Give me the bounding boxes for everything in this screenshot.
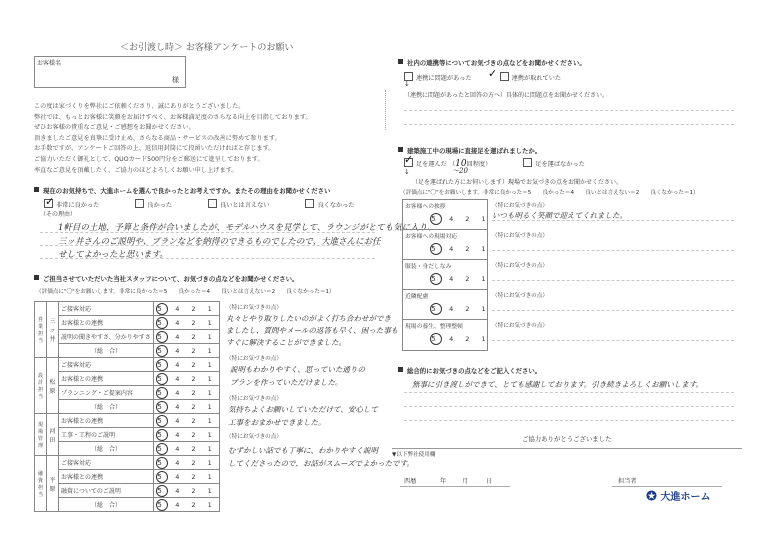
q5-title: 総合的にお気づきの点などをご記入ください。 xyxy=(398,366,541,375)
rule xyxy=(40,245,375,246)
circle-mark-icon: 5 xyxy=(157,332,167,341)
customer-name-label: お客様名 xyxy=(37,60,62,67)
rule xyxy=(402,259,487,260)
site-item-label: 近隣配慮 xyxy=(405,294,429,300)
rule xyxy=(492,220,734,221)
rule xyxy=(402,319,487,320)
item-label: お客様との連携 xyxy=(59,414,154,428)
q4-comment-label: （特にお気づきの点） xyxy=(492,263,548,269)
score-cell[interactable]: 5 4 2 1 xyxy=(154,414,220,428)
circle-mark-icon: 5 xyxy=(431,335,441,343)
circle-mark-icon: 5 xyxy=(157,388,167,397)
dept-label: 現場管理 xyxy=(35,414,47,456)
score-cell[interactable]: 5 4 2 1 xyxy=(154,372,220,386)
staff-comment: むずかしい話でも丁寧に、わかりやすく説明 xyxy=(228,446,378,455)
score-cell[interactable]: 5 4 2 1 xyxy=(154,442,220,456)
checkbox-icon[interactable] xyxy=(500,72,509,81)
q1-option-3[interactable]: 良いとは言えない xyxy=(208,202,270,209)
site-item-label: 服装・身だしなみ xyxy=(405,264,452,270)
item-label: お客様との連携 xyxy=(59,470,154,484)
q2-comment-label: （特にお気づきの点） xyxy=(226,305,282,311)
score-cell[interactable]: 5 4 2 1 xyxy=(154,470,220,484)
q4-options xyxy=(404,158,585,169)
circle-mark-icon: 5 xyxy=(157,360,167,369)
date-m-label: 月 xyxy=(462,478,469,485)
arrow-down-icon: ↓ xyxy=(404,80,410,88)
score-cell[interactable]: 5 4 2 1 xyxy=(154,400,220,414)
dept-label: 設計担当 xyxy=(35,358,47,414)
rule xyxy=(612,486,722,487)
office-use-label: ▼以下弊社使用欄 xyxy=(392,452,436,458)
q2-comment-label: （特にお気づきの点） xyxy=(226,434,282,440)
site-item-label: お客様への現場対応 xyxy=(405,234,458,240)
score-cell[interactable]: 5 4 2 1 xyxy=(431,305,491,313)
q4-scale: （評価点に"〇"をお願いします。非常に良かった＝5 良かった＝4 良いとは言えない＝2 良くなかった＝1） xyxy=(400,190,699,196)
rule xyxy=(402,229,487,230)
company-logo xyxy=(646,488,710,503)
rule xyxy=(40,258,375,259)
intro-line: 弊社では、もっとお客様に笑顔をお届けすべく、お客様満足度のさらなる向上を目指しております。 xyxy=(34,113,312,121)
circle-mark-icon: 5 xyxy=(157,472,167,481)
rule xyxy=(492,310,734,311)
count-open: （ xyxy=(448,161,456,168)
q4-comment-label: （特にお気づきの点） xyxy=(492,233,548,239)
item-label: お客様との連携 xyxy=(59,316,154,330)
staff-comment: 気持ちよくお願いしていただけて、安心して xyxy=(228,405,378,414)
q4-comment-label: （特にお気づきの点） xyxy=(492,293,548,299)
thanks-text: ご協力ありがとうございました xyxy=(522,435,612,443)
item-label: 工事・工程のご説明 xyxy=(59,428,154,442)
star-logo-icon xyxy=(646,490,657,501)
item-label: プランニング・ご提案内容 xyxy=(59,386,154,400)
count-note: 〜20 xyxy=(452,167,468,175)
date-year-label: 西暦 xyxy=(404,478,417,485)
q4-option-visited[interactable]: 足を運んだ xyxy=(404,161,447,168)
q1-option-1[interactable]: 非常に良かった xyxy=(44,202,99,209)
logo-text: 大進ホーム xyxy=(660,492,711,503)
q3-options xyxy=(404,72,561,82)
q4-sub: （足を運ばれた方にお伺いします）現場でお気づきの点をお聞かせください。 xyxy=(412,179,623,186)
person-label: 松原 xyxy=(47,358,59,414)
circle-mark-icon: 5 xyxy=(157,374,167,383)
rule xyxy=(492,250,734,251)
score-cell[interactable]: 5 4 2 1 xyxy=(431,335,491,343)
circle-mark-icon: 5 xyxy=(431,275,441,283)
honorific: 様 xyxy=(172,76,179,84)
q1-answer-line: 三ッ井さんのご説明や、プランなどを納得のできるものでしたので、大進さんにお任 xyxy=(58,237,381,247)
q2-comment-label: （特にお気づきの点） xyxy=(226,356,282,362)
q4-comment-label: （特にお気づきの点） xyxy=(492,323,548,329)
site-comment: いつも明るく笑顔で迎えてくれました。 xyxy=(492,211,627,220)
q5-answer: 無事に引き渡しができて、とても感謝しております。引き続きよろしくお願いします。 xyxy=(412,380,704,389)
score-cell[interactable]: 5 4 2 1 xyxy=(431,215,491,223)
q2-scale: （評価点に"〇"をお願いします。非常に良かった＝5 良かった＝4 良いとは言えない＝2 良くなかった＝1） xyxy=(36,289,335,295)
circle-mark-icon: 5 xyxy=(431,305,441,313)
bullet-icon xyxy=(34,275,39,280)
site-item-label: お客様への挨拶 xyxy=(405,204,446,210)
q2-title: ご担当させていただいた当社スタッフについて、お気づきの点などをお聞かせください。 xyxy=(34,274,298,283)
q1-option-4[interactable]: 良くなかった xyxy=(305,202,354,209)
score-cell[interactable]: 5 4 2 1 xyxy=(154,344,220,358)
circle-mark-icon: 5 xyxy=(157,430,167,439)
staff-comment: プランを作っていただけました。 xyxy=(230,378,343,387)
rule xyxy=(492,340,734,341)
q4-option-not-visited[interactable]: 足を運ばなかった xyxy=(523,161,585,168)
item-label: （総 合） xyxy=(59,400,154,414)
visit-count[interactable]: 10 xyxy=(455,159,467,169)
staff-comment: すぐに解決することができました。 xyxy=(226,338,346,347)
rule xyxy=(400,486,510,487)
item-label: （総 合） xyxy=(59,498,154,512)
item-label: （総 合） xyxy=(59,442,154,456)
circle-mark-icon: 5 xyxy=(157,346,167,355)
checkbox-icon[interactable] xyxy=(305,199,314,208)
staff-rating-table xyxy=(34,301,220,512)
fold-guide xyxy=(385,90,386,130)
item-label: ご接客対応 xyxy=(59,302,154,316)
bullet-icon xyxy=(398,367,403,372)
q1-reason-label: （その理由） xyxy=(40,211,77,218)
rule xyxy=(404,124,734,125)
intro-line: 頂きましたご意見を真摯に受け止め、さらなる商品・サービスの改善に努めて参ります。 xyxy=(34,134,281,142)
score-cell[interactable]: 5 4 2 1 xyxy=(154,484,220,498)
count-close: 回程度） xyxy=(466,161,492,168)
checkmark-icon: ✓ xyxy=(404,153,414,166)
score-cell[interactable]: 5 4 2 1 xyxy=(154,358,220,372)
q4-title: 建築施工中の現場に直接足を運ばれましたか。 xyxy=(398,146,541,155)
circle-mark-icon: 5 xyxy=(157,416,167,425)
person-label: 河田 xyxy=(47,414,59,456)
rule xyxy=(404,420,734,421)
q2-comment-label: （特にお気づきの点） xyxy=(226,396,282,402)
staff-comment: してくださったので、お話がスムーズでよかったです。 xyxy=(228,459,414,468)
staff-comment: ましたし、質問やメールの返答も早く、困った事も xyxy=(226,326,399,335)
item-label: お客様との連携 xyxy=(59,372,154,386)
bullet-icon xyxy=(398,59,403,64)
intro-line: 率直なご意見を頂戴したく、ご協力のほどよろしくお願い申し上げます。 xyxy=(34,166,238,174)
intro-line: ぜひお客様の貴重なご意見・ご感想をお聞かせください。 xyxy=(34,124,195,132)
q1-options xyxy=(44,199,355,209)
score-cell[interactable]: 5 4 2 1 xyxy=(154,428,220,442)
rule xyxy=(492,280,734,281)
site-item-label: 現場の養生、整理整頓 xyxy=(405,324,463,330)
dept-label: 営業担当 xyxy=(35,302,47,358)
circle-mark-icon: 5 xyxy=(157,486,167,495)
item-label: 説明の聞きやすさ、分かりやすさ xyxy=(59,330,154,344)
intro-line: お手数ですが、アンケートご回答の上、返信用封筒にて投函いただければと存じます。 xyxy=(34,145,275,153)
score-cell[interactable]: 5 4 2 1 xyxy=(431,275,491,283)
staff-label: 担当者 xyxy=(618,478,637,485)
person-label: 平原 xyxy=(47,456,59,512)
dept-label: 融資担当 xyxy=(35,456,47,512)
circle-mark-icon: 5 xyxy=(157,500,167,509)
score-cell[interactable]: 5 4 2 1 xyxy=(154,456,220,470)
bullet-icon xyxy=(398,147,403,152)
q3-sub: （連携に問題があったと回答の方へ）具体的に問題点をお聞かせください。 xyxy=(404,92,608,99)
rule xyxy=(40,232,375,233)
checkbox-icon[interactable] xyxy=(135,199,144,208)
person-label: 三ッ井 xyxy=(47,302,59,358)
q1-title: 現在のお気持ちで、大進ホームを選んで良かったとお考えですか。またその理由をお聞かせください xyxy=(34,186,330,195)
rule xyxy=(404,406,734,407)
bullet-icon xyxy=(34,187,39,192)
date-y-label: 年 xyxy=(440,478,447,485)
item-label: ご接客対応 xyxy=(59,456,154,470)
form-title: ＜お引渡し時＞ お客様アンケートのお願い xyxy=(120,43,294,53)
checkmark-icon: ✓ xyxy=(488,67,498,80)
circle-mark-icon: 5 xyxy=(431,245,441,253)
arrow-down-icon: ↓ xyxy=(404,168,410,176)
score-cell[interactable]: 5 4 2 1 xyxy=(154,386,220,400)
q3-option-2[interactable]: 連携が取れていた xyxy=(500,75,562,82)
staff-comment: 工事をおまかせできました。 xyxy=(228,418,326,427)
q4-comment-label: （特にお気づきの点） xyxy=(492,203,548,209)
score-cell[interactable]: 5 4 2 1 xyxy=(154,316,220,330)
item-label: （総 合） xyxy=(59,344,154,358)
score-cell[interactable]: 5 4 2 1 xyxy=(431,245,491,253)
circle-mark-icon: 5 xyxy=(157,458,167,467)
circle-mark-icon: 5 xyxy=(157,318,167,327)
circle-mark-icon: 5 xyxy=(157,304,167,313)
item-label: ご接客対応 xyxy=(59,358,154,372)
rule xyxy=(404,392,734,393)
score-cell[interactable]: 5 4 2 1 xyxy=(154,330,220,344)
q1-option-2[interactable]: 良かった xyxy=(135,202,172,209)
intro-line: ご協力いただく御礼として、QUOカード500円分をご郵送にて進呈しております。 xyxy=(34,155,264,163)
intro-text xyxy=(34,102,312,176)
staff-comment: 説明もわかりやすく、思っていた通りの xyxy=(230,365,365,374)
q1-answer-line: せしてよかったと思います。 xyxy=(58,250,168,260)
intro-line: この度は家づくりを弊社にご依頼くださり、誠にありがとうございました。 xyxy=(34,103,245,110)
rule xyxy=(402,289,487,290)
staff-comment: 丸々とやり取りしたいのがよく打ち合わせができ xyxy=(226,314,391,323)
checkbox-icon[interactable] xyxy=(208,199,217,208)
score-cell[interactable]: 5 4 2 1 xyxy=(154,302,220,316)
checkbox-icon[interactable] xyxy=(523,158,532,167)
q3-option-1[interactable]: 連携に問題があった xyxy=(404,75,472,82)
date-d-label: 日 xyxy=(486,478,493,485)
score-cell[interactable]: 5 4 2 1 xyxy=(154,498,220,512)
q1-answer-line: 1軒目の土地、予算と条件が合いましたが、モデルハウスを見学して、ラウンジがとても気に入り、 xyxy=(58,223,436,233)
divider xyxy=(392,448,742,449)
circle-mark-icon: 5 xyxy=(431,215,441,223)
item-label: 融資についてのご説明 xyxy=(59,484,154,498)
circle-mark-icon: 5 xyxy=(157,444,167,453)
rule xyxy=(404,110,734,111)
q3-title: 社内の連携等についてお気づきの点などをお聞かせください。 xyxy=(398,58,586,67)
circle-mark-icon: 5 xyxy=(157,402,167,411)
checkmark-icon: ✓ xyxy=(45,195,55,208)
customer-name-box[interactable] xyxy=(34,56,186,88)
